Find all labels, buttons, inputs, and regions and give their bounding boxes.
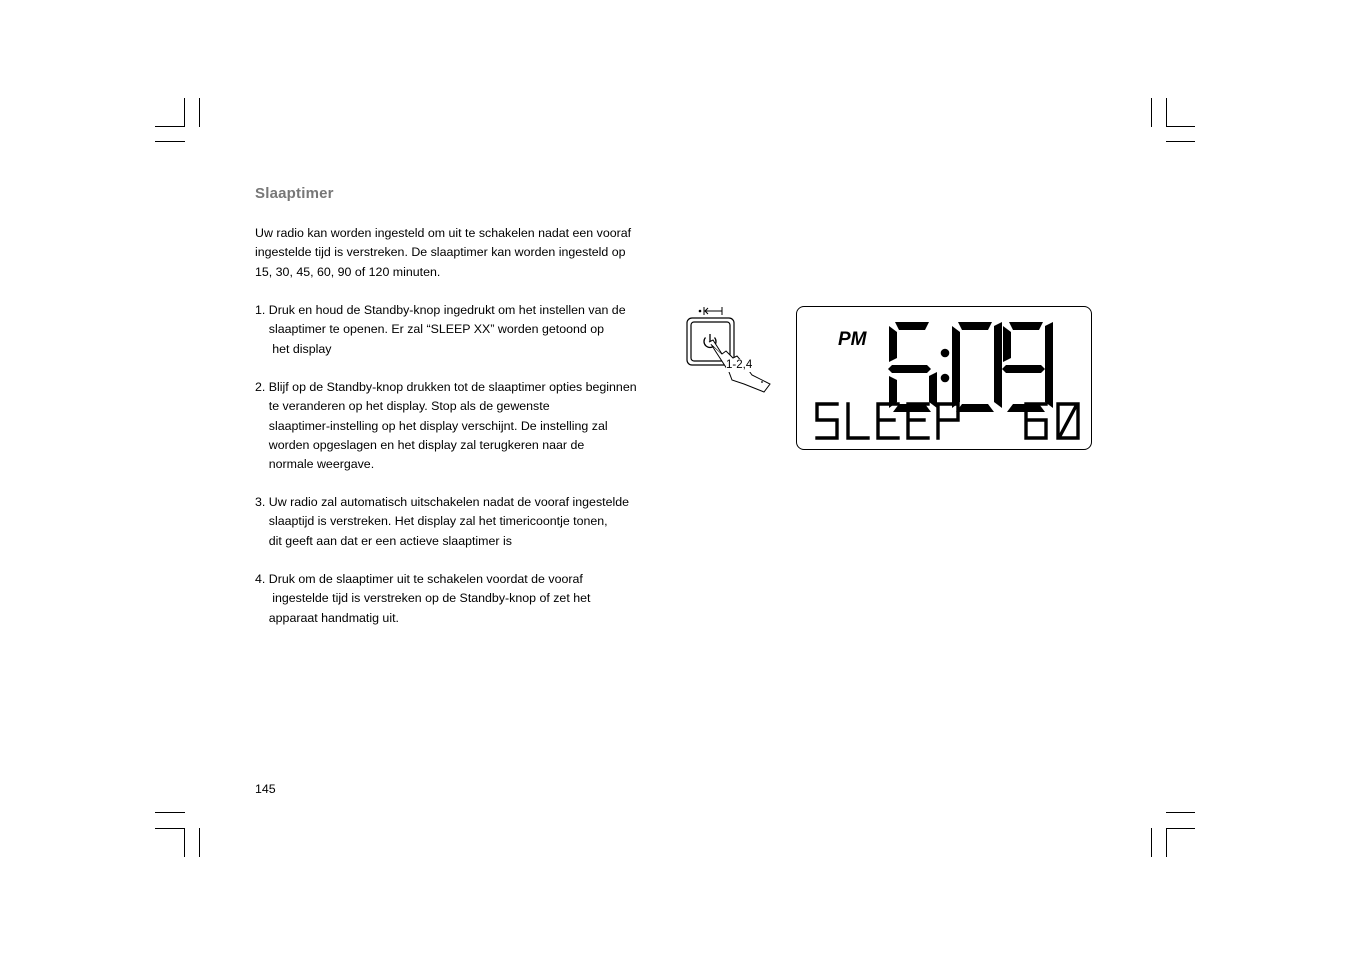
crop-mark — [1166, 828, 1195, 829]
step-4 — [255, 570, 590, 628]
crop-mark — [199, 98, 200, 127]
crop-mark — [184, 98, 185, 127]
step-line: 2. Blijf op de Standby-knop drukken tot de slaaptimer opties beginnen — [255, 380, 637, 394]
crop-mark — [1166, 126, 1195, 127]
step-line: slaaptimer te openen. Er zal “SLEEP XX” worden getoond op — [255, 322, 604, 337]
standby-button-illustration — [682, 302, 782, 394]
sleep-label-segments — [817, 404, 958, 438]
time-colon-dot — [941, 374, 950, 383]
step-line: ingestelde tijd is verstreken op de Standby-knop of zet het — [255, 591, 591, 606]
step-line: apparaat handmatig uit. — [255, 610, 399, 625]
time-colon-dot — [941, 349, 950, 358]
crop-mark — [155, 126, 185, 127]
crop-mark — [1151, 98, 1152, 127]
step-1 — [255, 301, 626, 359]
crop-mark — [1151, 828, 1152, 857]
step-3 — [255, 493, 629, 551]
intro-paragraph — [255, 224, 631, 282]
step-line: slaaptijd is verstreken. Het display zal het timericoontje tonen, — [255, 514, 608, 529]
time-digit-0 — [952, 322, 1002, 412]
step-line: het display — [255, 341, 332, 356]
hand-pressing-icon — [682, 302, 782, 394]
step-line: slaaptimer-instelling op het display verschijnt. De instelling zal — [255, 418, 608, 433]
pm-indicator: PM — [838, 329, 867, 350]
step-line: 4. Druk om de slaaptimer uit te schakelen voordat de vooraf — [255, 572, 583, 586]
crop-mark — [199, 828, 200, 857]
lcd-display — [796, 306, 1092, 450]
crop-mark — [1166, 828, 1167, 857]
step-line: 3. Uw radio zal automatisch uitschakelen nadat de vooraf ingestelde — [255, 495, 630, 509]
step-line: normale weergave. — [255, 457, 375, 472]
step-line: te veranderen op het display. Stop als de gewenste — [255, 399, 550, 414]
intro-line: ingestelde tijd is verstreken. De slaaptimer kan worden ingesteld op — [255, 245, 626, 260]
crop-mark — [1166, 812, 1195, 813]
crop-mark — [155, 141, 185, 142]
step-2 — [255, 378, 637, 474]
crop-mark — [155, 812, 185, 813]
crop-mark — [1166, 141, 1195, 142]
step-line: dit geeft aan dat er een actieve slaaptimer is — [255, 533, 512, 548]
time-digit-6 — [888, 322, 937, 412]
step-line: worden opgeslagen en het display zal terugkeren naar de — [255, 437, 585, 452]
page-number: 145 — [255, 782, 276, 796]
lcd-segments — [797, 307, 1093, 451]
crop-mark — [184, 828, 185, 857]
intro-line: 15, 30, 45, 60, 90 of 120 minuten. — [255, 264, 441, 279]
intro-line: Uw radio kan worden ingesteld om uit te schakelen nadat een vooraf — [255, 226, 632, 240]
crop-mark — [155, 828, 185, 829]
time-digit-9 — [1002, 322, 1053, 412]
crop-mark — [1166, 98, 1167, 127]
step-line: 1. Druk en houd de Standby-knop ingedrukt om het instellen van de — [255, 303, 626, 317]
button-step-reference: 1-2,4 — [726, 359, 753, 371]
section-title: Slaaptimer — [255, 185, 334, 202]
